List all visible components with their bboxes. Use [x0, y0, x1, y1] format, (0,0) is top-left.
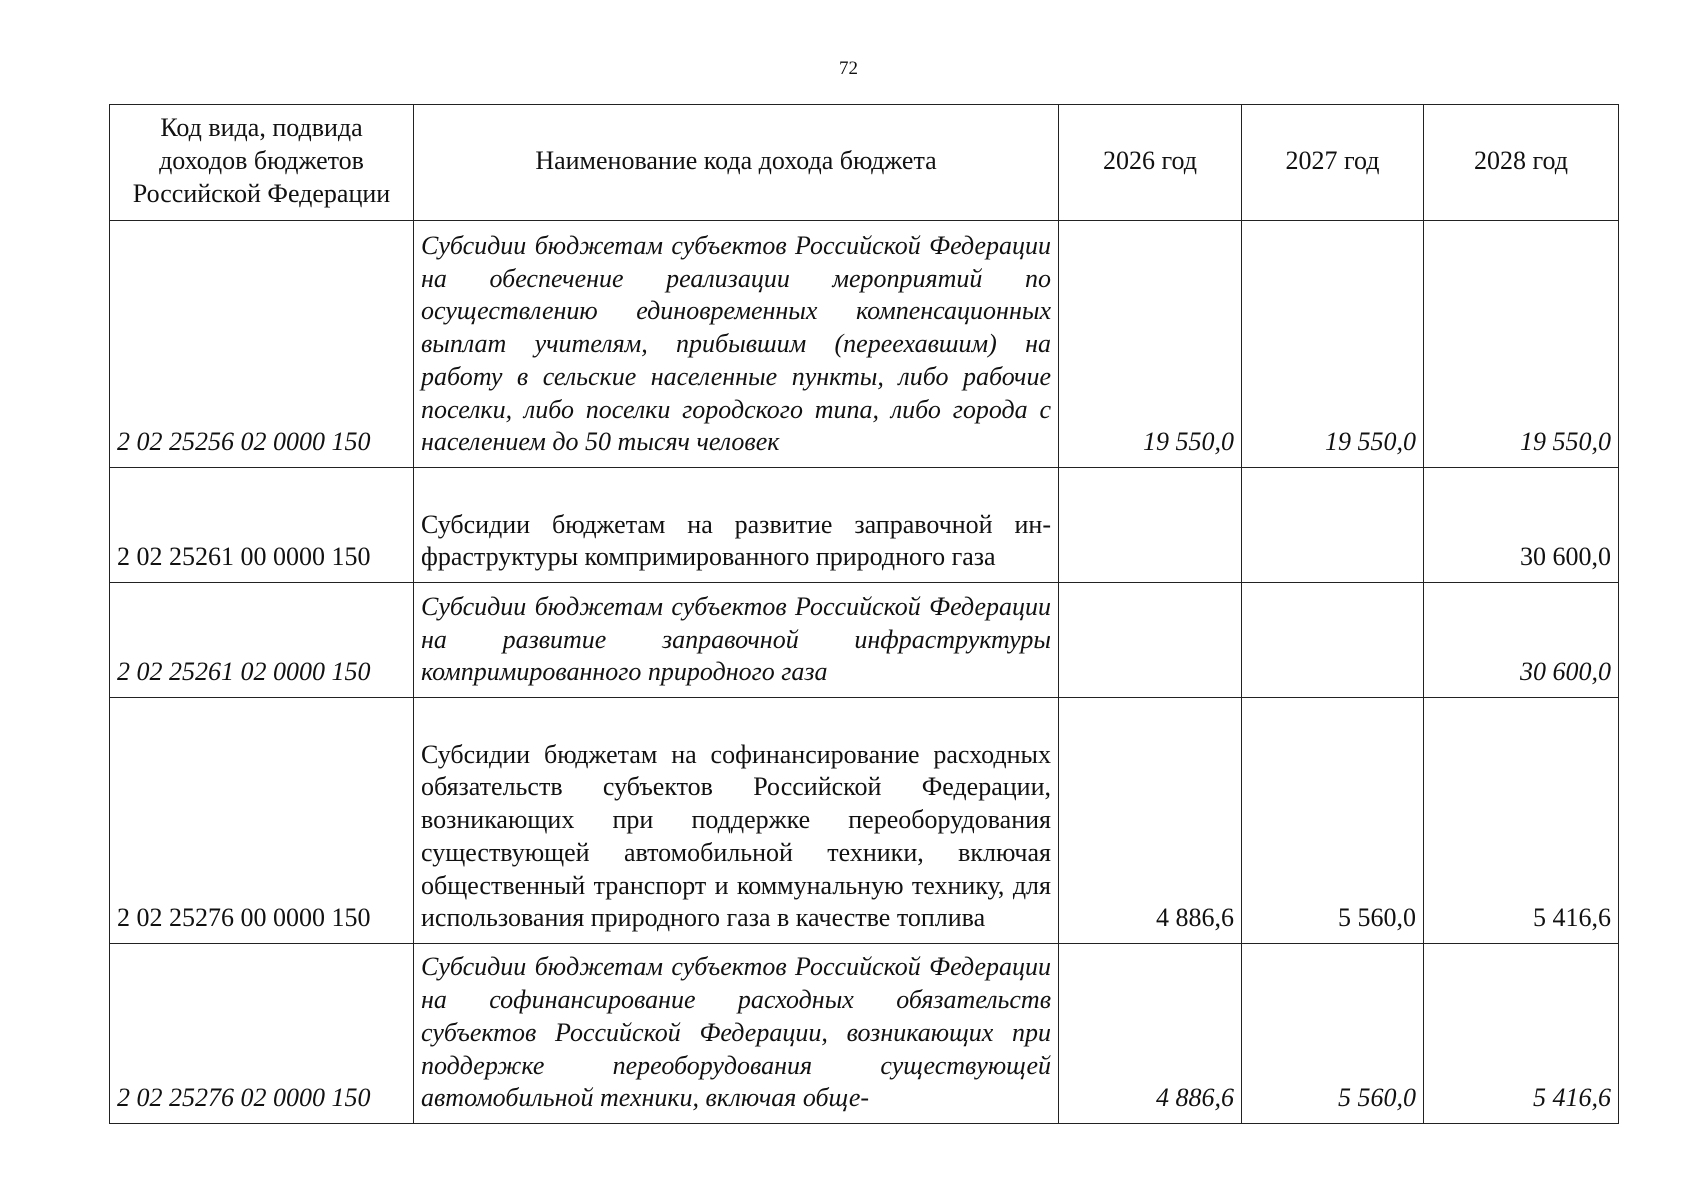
row-code: 2 02 25276 02 0000 150: [110, 944, 414, 1124]
row-name: Субсидии бюджетам субъектов Российской Федерации на развитие заправочной инфраструктуры компримированного природного газа: [414, 583, 1059, 698]
row-value-2027: [1242, 468, 1424, 583]
row-value-2028: 19 550,0: [1424, 221, 1619, 468]
table-row: [110, 221, 1619, 468]
row-name: Субсидии бюджетам на развитие заправочной инфраструктуры компримированного природного газа: [414, 468, 1059, 583]
row-value-2026: [1059, 468, 1242, 583]
row-code: 2 02 25256 02 0000 150: [110, 221, 414, 468]
header-year-2026: 2026 год: [1059, 105, 1242, 221]
row-code: 2 02 25261 00 0000 150: [110, 468, 414, 583]
header-code: Код вида, подвида доходов бюджетов Российской Федерации: [110, 105, 414, 221]
header-year-2028: 2028 год: [1424, 105, 1619, 221]
row-code: 2 02 25276 00 0000 150: [110, 698, 414, 944]
header-name: Наименование кода дохода бюджета: [414, 105, 1059, 221]
row-value-2028: 5 416,6: [1424, 698, 1619, 944]
row-value-2026: 4 886,6: [1059, 944, 1242, 1124]
row-value-2026: [1059, 583, 1242, 698]
row-value-2027: 19 550,0: [1242, 221, 1424, 468]
row-name: Субсидии бюджетам субъектов Российской Федерации на софинансирование расходных обязательств субъектов Российской Федерации, возникающих при поддержке переоборудования существующей автомобильной техники, включая обще-: [414, 944, 1059, 1124]
row-name: Субсидии бюджетам субъектов Российской Федерации на обеспечение реализации мероприятий по осуществлению единовременных компенсационных выплат учителям, прибывшим (переехавшим) на работу в сельские населенные пункты, либо рабочие поселки, либо поселки городского типа, либо города с населением до 50 тысяч человек: [414, 221, 1059, 468]
table-row: [110, 468, 1619, 583]
page-number: 72: [839, 58, 858, 79]
row-name: Субсидии бюджетам на софинансирование расходных обязательств субъектов Российской Федерации, возникающих при поддержке переоборудования существующей автомобильной техники, включая общественный транспорт и коммунальную технику, для использования природного газа в качестве топлива: [414, 698, 1059, 944]
row-value-2027: [1242, 583, 1424, 698]
row-value-2028: 30 600,0: [1424, 468, 1619, 583]
budget-revenue-table: [109, 104, 1619, 1124]
row-value-2027: 5 560,0: [1242, 944, 1424, 1124]
row-value-2028: 5 416,6: [1424, 944, 1619, 1124]
row-value-2027: 5 560,0: [1242, 698, 1424, 944]
row-code: 2 02 25261 02 0000 150: [110, 583, 414, 698]
table-row: [110, 698, 1619, 944]
row-value-2028: 30 600,0: [1424, 583, 1619, 698]
table-header-row: [110, 105, 1619, 221]
table-row: [110, 944, 1619, 1124]
header-year-2027: 2027 год: [1242, 105, 1424, 221]
row-value-2026: 4 886,6: [1059, 698, 1242, 944]
row-value-2026: 19 550,0: [1059, 221, 1242, 468]
table-row: [110, 583, 1619, 698]
